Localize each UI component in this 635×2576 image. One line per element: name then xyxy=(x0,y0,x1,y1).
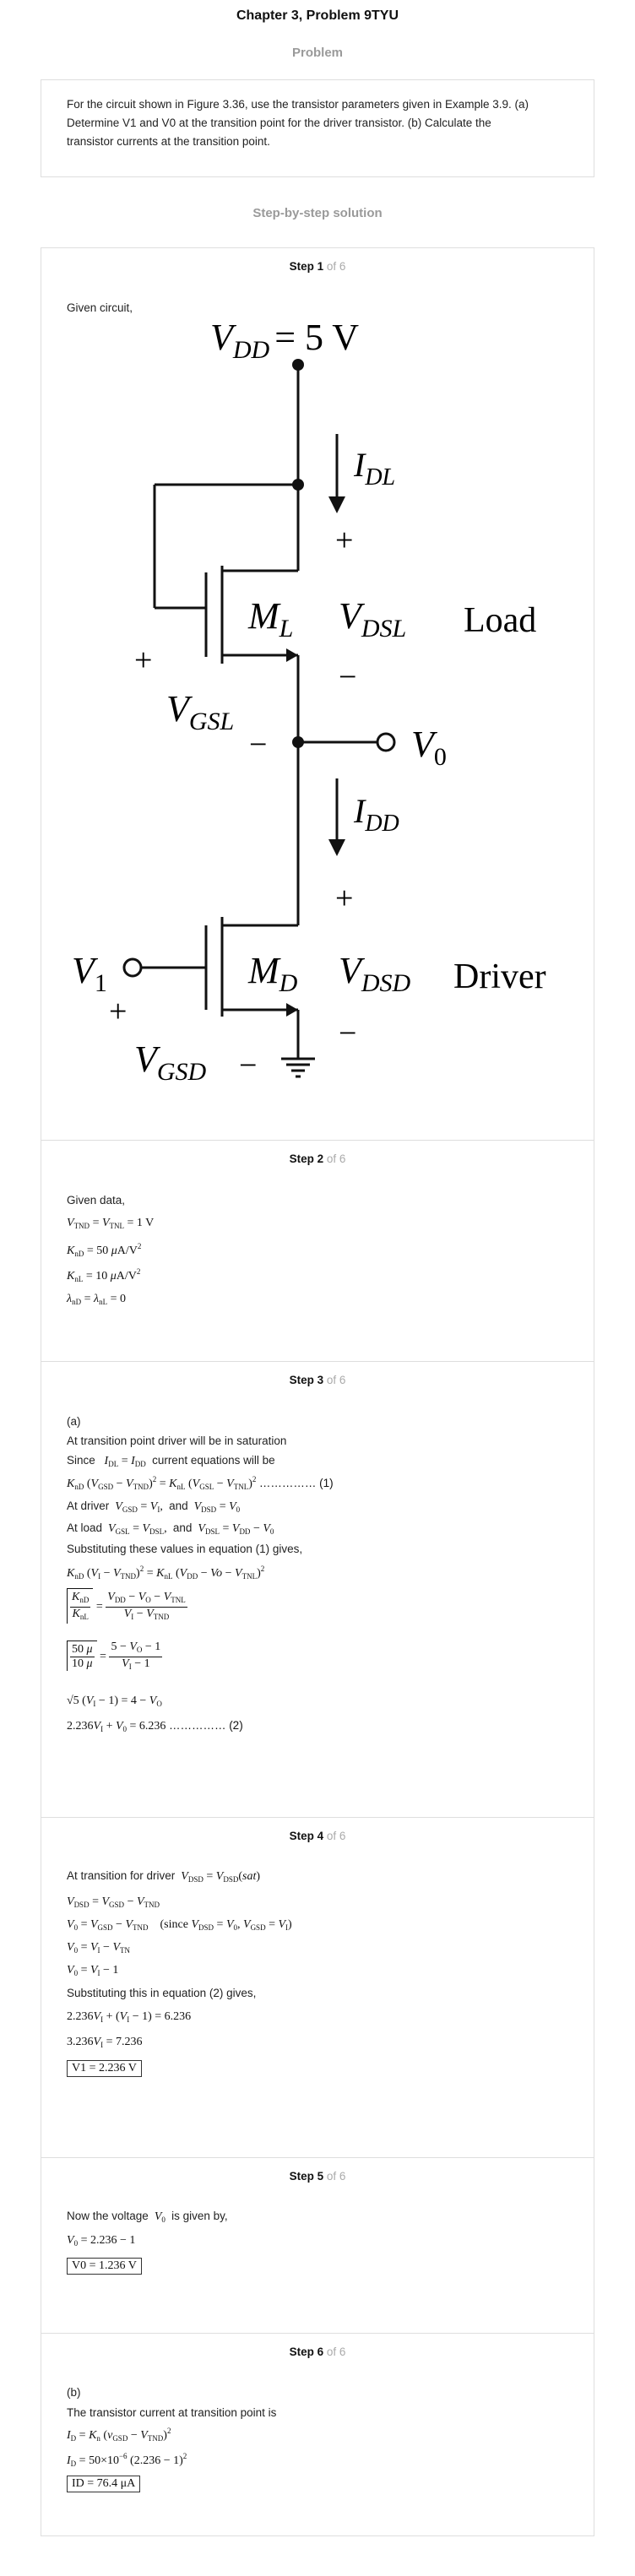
problem-text xyxy=(67,95,573,151)
vgsd-label: $V_{GSD}$ xyxy=(134,1039,207,1086)
step-4-label: Step 4 xyxy=(289,1830,324,1842)
load-label: Load xyxy=(464,601,537,640)
problem-card xyxy=(41,79,594,177)
step-5-eq-1: $V_0 = 2.236 - 1$ xyxy=(67,2234,136,2248)
step-4-of: of 6 xyxy=(326,1830,346,1842)
step-1-label: Step 1 xyxy=(289,260,324,273)
equation-sub: $K_{nD}$ $(V_I - V_{TND})^2 = K_{nL}$ $(V_{DD} - Vo - V_{TNL})^2$ xyxy=(67,1565,265,1581)
vgsd-minus: − xyxy=(239,1048,258,1083)
equation-1: $K_{nD}$ $(V_{GSD} - V_{TND})^2 = K_{nL}$ $(V_{GSL} - V_{TNL})^2$ …………… (1) xyxy=(67,1475,334,1491)
given-knl: $K_{nL} = 10$ $\mu A/V^2$ xyxy=(67,1267,141,1283)
vdsd-label: $V_{DSD}$ xyxy=(339,950,411,997)
md-minus: − xyxy=(339,1016,357,1051)
step-4-eq-2: $V_0 = V_{GSD} - V_{TND}$ (since $V_{DSD} = V_0$, $V_{GSD} = V_I$) xyxy=(67,1918,292,1932)
vdd-label: $V_{DD} = 5$ V xyxy=(210,317,360,364)
step-6-text-1: The transistor current at transition point is xyxy=(67,2406,277,2419)
v0-label: $V_0$ xyxy=(411,724,447,771)
idl-label: $I_{DL}$ xyxy=(354,446,396,491)
step-3-text-3: At driver $V_{GSD} = V_I$, and $V_{DSD} = V_0$ xyxy=(67,1500,241,1514)
step-6-header xyxy=(41,2346,594,2358)
equation-2: $2.236V_I + V_0 = 6.236$ …………… (2) xyxy=(67,1719,243,1733)
ml-minus: − xyxy=(339,659,357,695)
given-knd: $K_{nD} = 50$ $\mu A/V^2$ xyxy=(67,1242,142,1258)
vdsl-label: $V_{DSL}$ xyxy=(339,595,407,643)
driver-label: Driver xyxy=(453,957,546,996)
step-4-result: V1 = 2.236 V xyxy=(67,2060,142,2077)
step-6-eq-2: $I_D = 50\times 10^{-6}$ $(2.236 - 1)^2$ xyxy=(67,2452,187,2468)
solution-heading: Step-by-step solution xyxy=(252,206,383,220)
step-1-header xyxy=(41,260,594,273)
problem-line-2: Determine V1 and V0 at the transition point for the driver transistor. (b) Calculate the xyxy=(67,117,491,129)
step-4-eq-4: $V_0 = V_I - 1$ xyxy=(67,1964,119,1977)
equation-root5: √5 $(V_I - 1) = 4 - V_O$ xyxy=(67,1695,162,1708)
step-3-label: Step 3 xyxy=(289,1374,324,1386)
step-4-header xyxy=(41,1830,594,1842)
step-3-header xyxy=(41,1374,594,1386)
step-6-eq-1: $I_D = K_n$ $(v_{GSD} - V_{TND})^2$ xyxy=(67,2427,171,2443)
page-title: Chapter 3, Problem 9TYU xyxy=(236,8,399,23)
ml-plus: + xyxy=(335,523,354,558)
step-6-card xyxy=(41,2334,594,2536)
step-5-text-1: Now the voltage $V_0$ is given by, xyxy=(67,2210,228,2224)
given-vt: $V_{TND} = V_{TNL} = 1$ V xyxy=(67,1217,155,1230)
step-5-result: V0 = 1.236 V xyxy=(67,2258,142,2275)
step-2-header xyxy=(41,1152,594,1165)
step-3-of: of 6 xyxy=(326,1374,346,1386)
step-4-text-1: At transition for driver $V_{DSD} = V_{DSD}(sat)$ xyxy=(67,1869,261,1884)
step-5-label: Step 5 xyxy=(289,2170,324,2183)
idd-label: $I_{DD}$ xyxy=(354,792,399,837)
step-4-text-2: Substituting this in equation (2) gives, xyxy=(67,1987,257,1999)
step-2-label: Step 2 xyxy=(289,1152,324,1165)
given-lambda: $\lambda_{nD} = \lambda_{nL} = 0$ xyxy=(67,1293,126,1306)
step-3-card xyxy=(41,1362,594,1818)
step-4-eq-3: $V_0 = V_I - V_{TN}$ xyxy=(67,1941,130,1955)
step-6-label: Step 6 xyxy=(289,2346,324,2358)
v1-label: $V_1$ xyxy=(72,950,107,997)
step-6-part: (b) xyxy=(67,2386,81,2399)
ml-label: $M_L$ xyxy=(248,595,294,643)
step-5-of: of 6 xyxy=(326,2170,346,2183)
vgsl-plus: + xyxy=(134,643,153,678)
step-5-header xyxy=(41,2170,594,2183)
step-2-card xyxy=(41,1141,594,1362)
step-4-card xyxy=(41,1818,594,2158)
step-2-intro: Given data, xyxy=(67,1194,126,1207)
step-1-intro: Given circuit, xyxy=(67,301,133,314)
step-1-of: of 6 xyxy=(326,260,346,273)
step-4-eq-6: $3.236V_I = 7.236$ xyxy=(67,2036,143,2049)
step-5-card xyxy=(41,2158,594,2334)
step-6-result: ID = 76.4 μA xyxy=(67,2476,140,2492)
problem-line-1: For the circuit shown in Figure 3.36, use the transistor parameters given in Example 3.9. (a) xyxy=(67,98,529,111)
step-3-text-2: Since $I_{DL} = I_{DD}$ current equations will be xyxy=(67,1454,275,1468)
vgsl-label: $V_{GSL}$ xyxy=(166,688,235,735)
step-3-text-5: Substituting these values in equation (1) gives, xyxy=(67,1543,303,1555)
step-1-card xyxy=(41,247,594,1141)
equation-numeric: $\frac{50 \mu}{10 \mu}$ = $\frac{5 - V_O - 1}{V_I - 1}$ xyxy=(67,1641,162,1673)
equation-sqrt-ratio: $\frac{K_{nD}}{K_{nL}}$ = $\frac{V_{DD} - V_O - V_{TNL}}{V_I - V_{TND}}$ xyxy=(67,1588,187,1624)
md-label: $M_D$ xyxy=(248,950,298,997)
step-3-text-4: At load $V_{GSL} = V_{DSL}$, and $V_{DSL} = V_{DD} - V_0$ xyxy=(67,1521,274,1536)
step-3-part: (a) xyxy=(67,1415,81,1428)
step-4-eq-5: $2.236V_I + (V_I - 1) = 6.236$ xyxy=(67,2010,192,2024)
vgsl-minus: − xyxy=(249,727,268,762)
step-4-eq-1: $V_{DSD} = V_{GSD} - V_{TND}$ xyxy=(67,1895,160,1909)
vgsd-plus: + xyxy=(109,994,128,1029)
step-2-of: of 6 xyxy=(326,1152,346,1165)
step-3-text-1: At transition point driver will be in saturation xyxy=(67,1434,287,1447)
problem-heading: Problem xyxy=(291,46,343,60)
circuit-diagram xyxy=(41,316,594,1143)
md-plus: + xyxy=(335,881,354,916)
step-6-of: of 6 xyxy=(326,2346,346,2358)
problem-line-3: transistor currents at the transition point. xyxy=(67,135,270,148)
